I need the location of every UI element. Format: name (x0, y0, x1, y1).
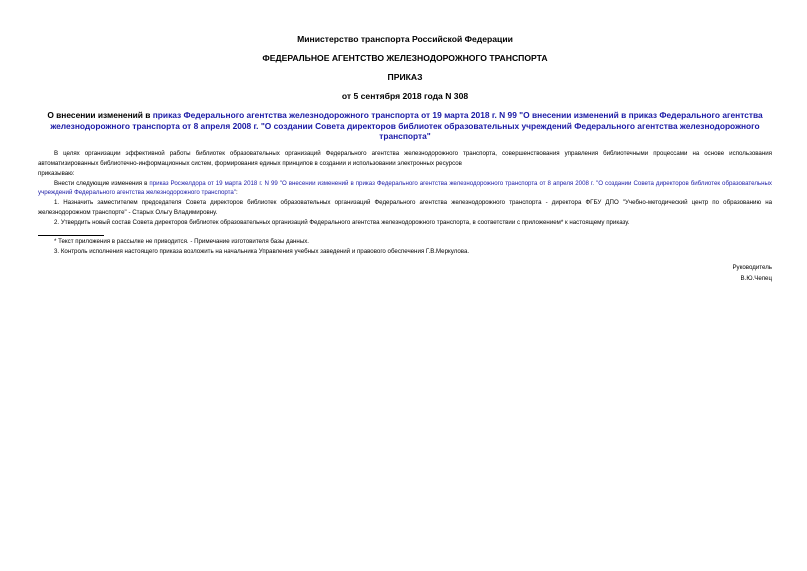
footnote: * Текст приложения в рассылке не приводится. - Примечание изготовителя базы данных. (54, 238, 310, 246)
item-3: 3. Контроль исполнения настоящего приказа возложить на начальника Управления учебных заведений и правового обеспечения Г.В.Меркулова. (54, 247, 470, 255)
changes-prefix: Внести следующие изменения в (54, 179, 150, 187)
changes-paragraph (38, 179, 772, 199)
title-reference-link[interactable]: приказ Федерального агентства железнодорожного транспорта от 19 марта 2018 г. N 99 "О внесении изменений в приказ Федерального агентства железнодорожного транспорта от 8 апреля 2008 г. "О создании Совета директоров библиотек образовательных учреждений Федерального агентства железнодорожного транспорта" (50, 110, 763, 142)
signatory-title: Руководитель (732, 263, 772, 271)
document-title (38, 110, 772, 142)
agency-name: ФЕДЕРАЛЬНОЕ АГЕНТСТВО ЖЕЛЕЗНОДОРОЖНОГО ТРАНСПОРТА (262, 53, 548, 63)
item-2: 2. Утвердить новый состав Совета директоров библиотек образовательных организаций Федерального агентства железнодорожного транспорта, в соответствии с приложением* к настоящему приказу. (54, 219, 630, 227)
signatory-name: В.Ю.Чепец (740, 274, 772, 282)
ministry-name: Министерство транспорта Российской Федерации (297, 34, 513, 44)
title-prefix: О внесении изменений в (47, 110, 153, 120)
item-1: 1. Назначить заместителем председателя Совета директоров библиотек образовательных организаций Федерального агентства железнодорожного транспорта - директора ФГБУ ДПО "Учебно-методический центр по образованию на железнодорожном транспорте" - Старых Ольгу Владимировну. (38, 199, 772, 217)
footnote-divider (38, 235, 104, 236)
intro-paragraph: В целях организации эффективной работы библиотек образовательных организаций Федерального агентства железнодорожного транспорта, совершенствования управления библиотечными процессами на основе использования автоматизированных библиотечно-информационных систем, формирования единых принципов в создании и использовании электронных ресурсов (38, 149, 772, 167)
document-page (38, 34, 772, 284)
changes-suffix: : (235, 189, 238, 197)
changes-reference-link[interactable]: приказ Росжелдора от 19 марта 2018 г. N 99 "О внесении изменений в приказ Федерального агентства железнодорожного транспорта от 8 апреля 2008 г. "О создании Совета директоров библиотек образовательных учреждений Федерального агентства железнодорожного транспорта" (38, 179, 772, 197)
document-date: от 5 сентября 2018 года N 308 (341, 91, 469, 101)
document-type: ПРИКАЗ (387, 72, 423, 82)
decree-word: приказываю: (38, 169, 75, 177)
